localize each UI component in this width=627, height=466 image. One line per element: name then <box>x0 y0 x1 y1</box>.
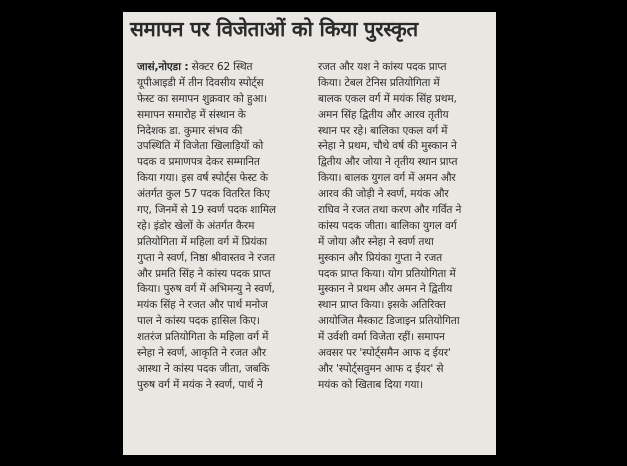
article-text-line: पुरुष वर्ग में मयंक ने स्वर्ण, पार्थ ने <box>137 378 263 391</box>
article-text-line: रहे। इंडोर खेलों के अंतर्गत कैरम <box>137 219 255 232</box>
dateline: जासं,नोएडा : <box>137 61 189 73</box>
article-text-line: मयंक को खिताब दिया गया। <box>318 378 423 391</box>
article-text-line: अंतर्गत कुल 57 पदक वितरित किए <box>137 188 270 201</box>
newspaper-clipping <box>123 12 496 455</box>
article-text-line: शतरंज प्रतियोगिता के महिला वर्ग में <box>137 331 269 344</box>
article-text-line: स्थान प्राप्त किया। इसके अतिरिक्त <box>318 299 446 312</box>
article-text-line: किया। टेबल टेनिस प्रतियोगिता में <box>318 76 440 89</box>
article-text-line: समापन समारोह में संस्थान के <box>137 108 246 121</box>
article-text-line: किया। पुरुष वर्ग में अभिमन्यु ने स्वर्ण, <box>137 283 275 296</box>
article-text-line: उपस्थिति में विजेता खिलाड़ियों को <box>137 140 264 153</box>
article-text-line: पदक प्राप्त किया। योग प्रतियोगिता में <box>318 267 456 280</box>
article-text-line: प्रतियोगिता में महिला वर्ग में प्रियंका <box>137 235 267 248</box>
article-text-line: पाल ने कांस्य पदक हासिल किए। <box>137 315 260 328</box>
article-text-line: मयंक सिंह ने रजत और पार्थ मनोज <box>137 299 268 312</box>
article-text-line: स्नेहा ने प्रथम, चौथे वर्ष की मुस्कान ने <box>318 140 457 153</box>
article-text-line: में उर्वशी वर्मा विजेता रहीं। समापन <box>318 331 445 344</box>
article-text-line: आयोजित मैस्काट डिजाइन प्रतियोगिता <box>318 315 460 328</box>
article-text-line: आरव की जोड़ी ने स्वर्ण, मयंक और <box>318 188 449 201</box>
article-text-line: फेस्ट का समापन शुक्रवार को हुआ। <box>137 92 267 105</box>
article-text-line: कांस्य पदक जीता। बालिका युगल वर्ग <box>318 219 457 232</box>
article-text-line: द्वितीय और जोया ने तृतीय स्थान प्राप्त <box>318 156 458 169</box>
article-text-line: स्थान पर रहे। बालिका एकल वर्ग में <box>318 124 448 137</box>
article-text-line: मुस्कान और प्रियंका गुप्ता ने रजत <box>318 251 442 264</box>
article-text-line <box>137 60 318 76</box>
article-text-line: मुस्कान ने प्रथम और अमन ने द्वितीय <box>318 283 453 296</box>
article-text-line: आस्था ने कांस्य पदक जीता, जबकि <box>137 362 270 375</box>
article-column-right <box>318 60 496 394</box>
article-text-line: पदक व प्रमाणपत्र देकर सम्मानित <box>137 156 260 169</box>
article-text-line: रजत और यश ने कांस्य पदक प्राप्त <box>318 61 447 73</box>
article-text-line: राघिव ने रजत तथा करण और गर्वित ने <box>318 204 462 217</box>
article-text-line: निदेशक डा. कुमार संभव की <box>137 124 243 137</box>
article-text-line: अवसर पर 'स्पोर्ट्समैन आफ द ईयर' <box>318 347 451 360</box>
article-text-line: यूपीआइडी में तीन दिवसीय स्पोर्ट्स <box>137 76 264 89</box>
article-text-line-content: सेक्टर 62 स्थित <box>191 61 253 73</box>
article-text-line: गए, जिनमें से 19 स्वर्ण पदक शामिल <box>137 204 276 217</box>
article-column-left <box>137 60 318 394</box>
article-text-line: गुप्ता ने स्वर्ण, निष्ठा श्रीवास्तव ने रजत <box>137 251 276 264</box>
article-text-line: किया। बालक युगल वर्ग में अमन और <box>318 172 456 185</box>
article-text-line: अमन सिंह द्वितीय और आरव तृतीय <box>318 108 449 121</box>
headline: समापन पर विजेताओं को किया पुरस्कृत <box>130 17 418 41</box>
article-text-line: किया गया। इस वर्ष स्पोर्ट्स फेस्ट के <box>137 172 268 185</box>
article-text-line: और 'स्पोर्ट्सवुमन आफ द ईयर' से <box>318 362 444 375</box>
article-text-line: में जोया और स्नेहा ने स्वर्ण तथा <box>318 235 434 248</box>
article-text-line: और प्रमति सिंह ने कांस्य पदक प्राप्त <box>137 267 271 280</box>
article-text-line: स्नेहा ने स्वर्ण, आकृति ने रजत और <box>137 347 266 360</box>
article-text-line: बालक एकल वर्ग में मयंक सिंह प्रथम, <box>318 92 457 105</box>
